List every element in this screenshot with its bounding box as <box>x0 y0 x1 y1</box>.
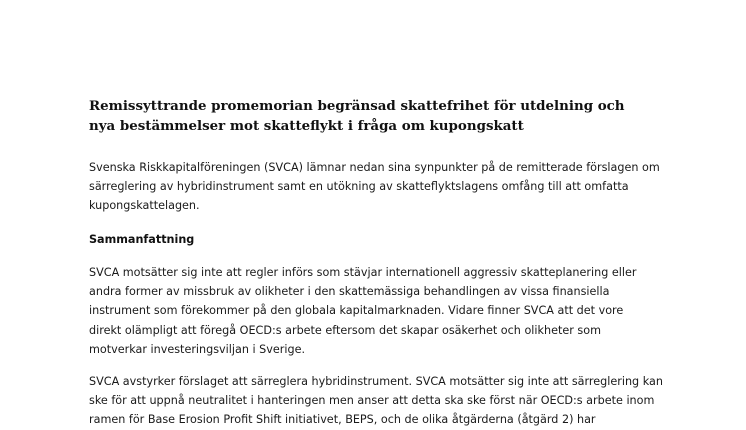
summary-line-3: instrument som förekommer på den globala kapitalmarknaden. Vidare finner SVCA att det vore <box>89 304 624 318</box>
intro-line-3: kupongskattelagen. <box>89 199 200 213</box>
hybrid-line-1: SVCA avstyrker förslaget att särreglera hybridinstrument. SVCA motsätter sig inte att särreglering kan <box>89 375 663 388</box>
summary-line-4: direkt olämpligt att föregå OECD:s arbete eftersom det skapar osäkerhet och olikheter som <box>89 323 601 337</box>
section-heading-sammanfattning: Sammanfattning <box>89 233 195 246</box>
document-title <box>89 96 689 136</box>
summary-line-5: motverkar investeringsviljan i Sverige. <box>89 342 306 356</box>
document-title-line-1: Remissyttrande promemorian begränsad skattefrihet för utdelning och <box>89 98 625 114</box>
document-title-line-2: nya bestämmelser mot skatteflykt i fråga om kupongskatt <box>89 118 524 134</box>
summary-paragraph <box>89 263 689 359</box>
hybrid-line-3: ramen för Base Erosion Profit Shift initiativet, BEPS, och de olika åtgärderna (åtgärd 2) har <box>89 413 596 427</box>
intro-paragraph <box>89 158 689 216</box>
intro-line-1: Svenska Riskkapitalföreningen (SVCA) lämnar nedan sina synpunkter på de remitterade förslagen om <box>89 161 660 174</box>
summary-line-2: andra former av missbruk av olikheter i den skattemässiga behandlingen av vissa finansiella <box>89 285 610 299</box>
hybrid-paragraph <box>89 372 689 430</box>
intro-line-2: särreglering av hybridinstrument samt en utökning av skatteflyktslagens omfång till att omfatta <box>89 180 629 194</box>
summary-line-1: SVCA motsätter sig inte att regler införs som stävjar internationell aggressiv skatteplanering eller <box>89 266 637 279</box>
hybrid-line-2: ske för att uppnå neutralitet i hanteringen men anser att detta ska ske först när OECD:s arbete inom <box>89 394 655 408</box>
